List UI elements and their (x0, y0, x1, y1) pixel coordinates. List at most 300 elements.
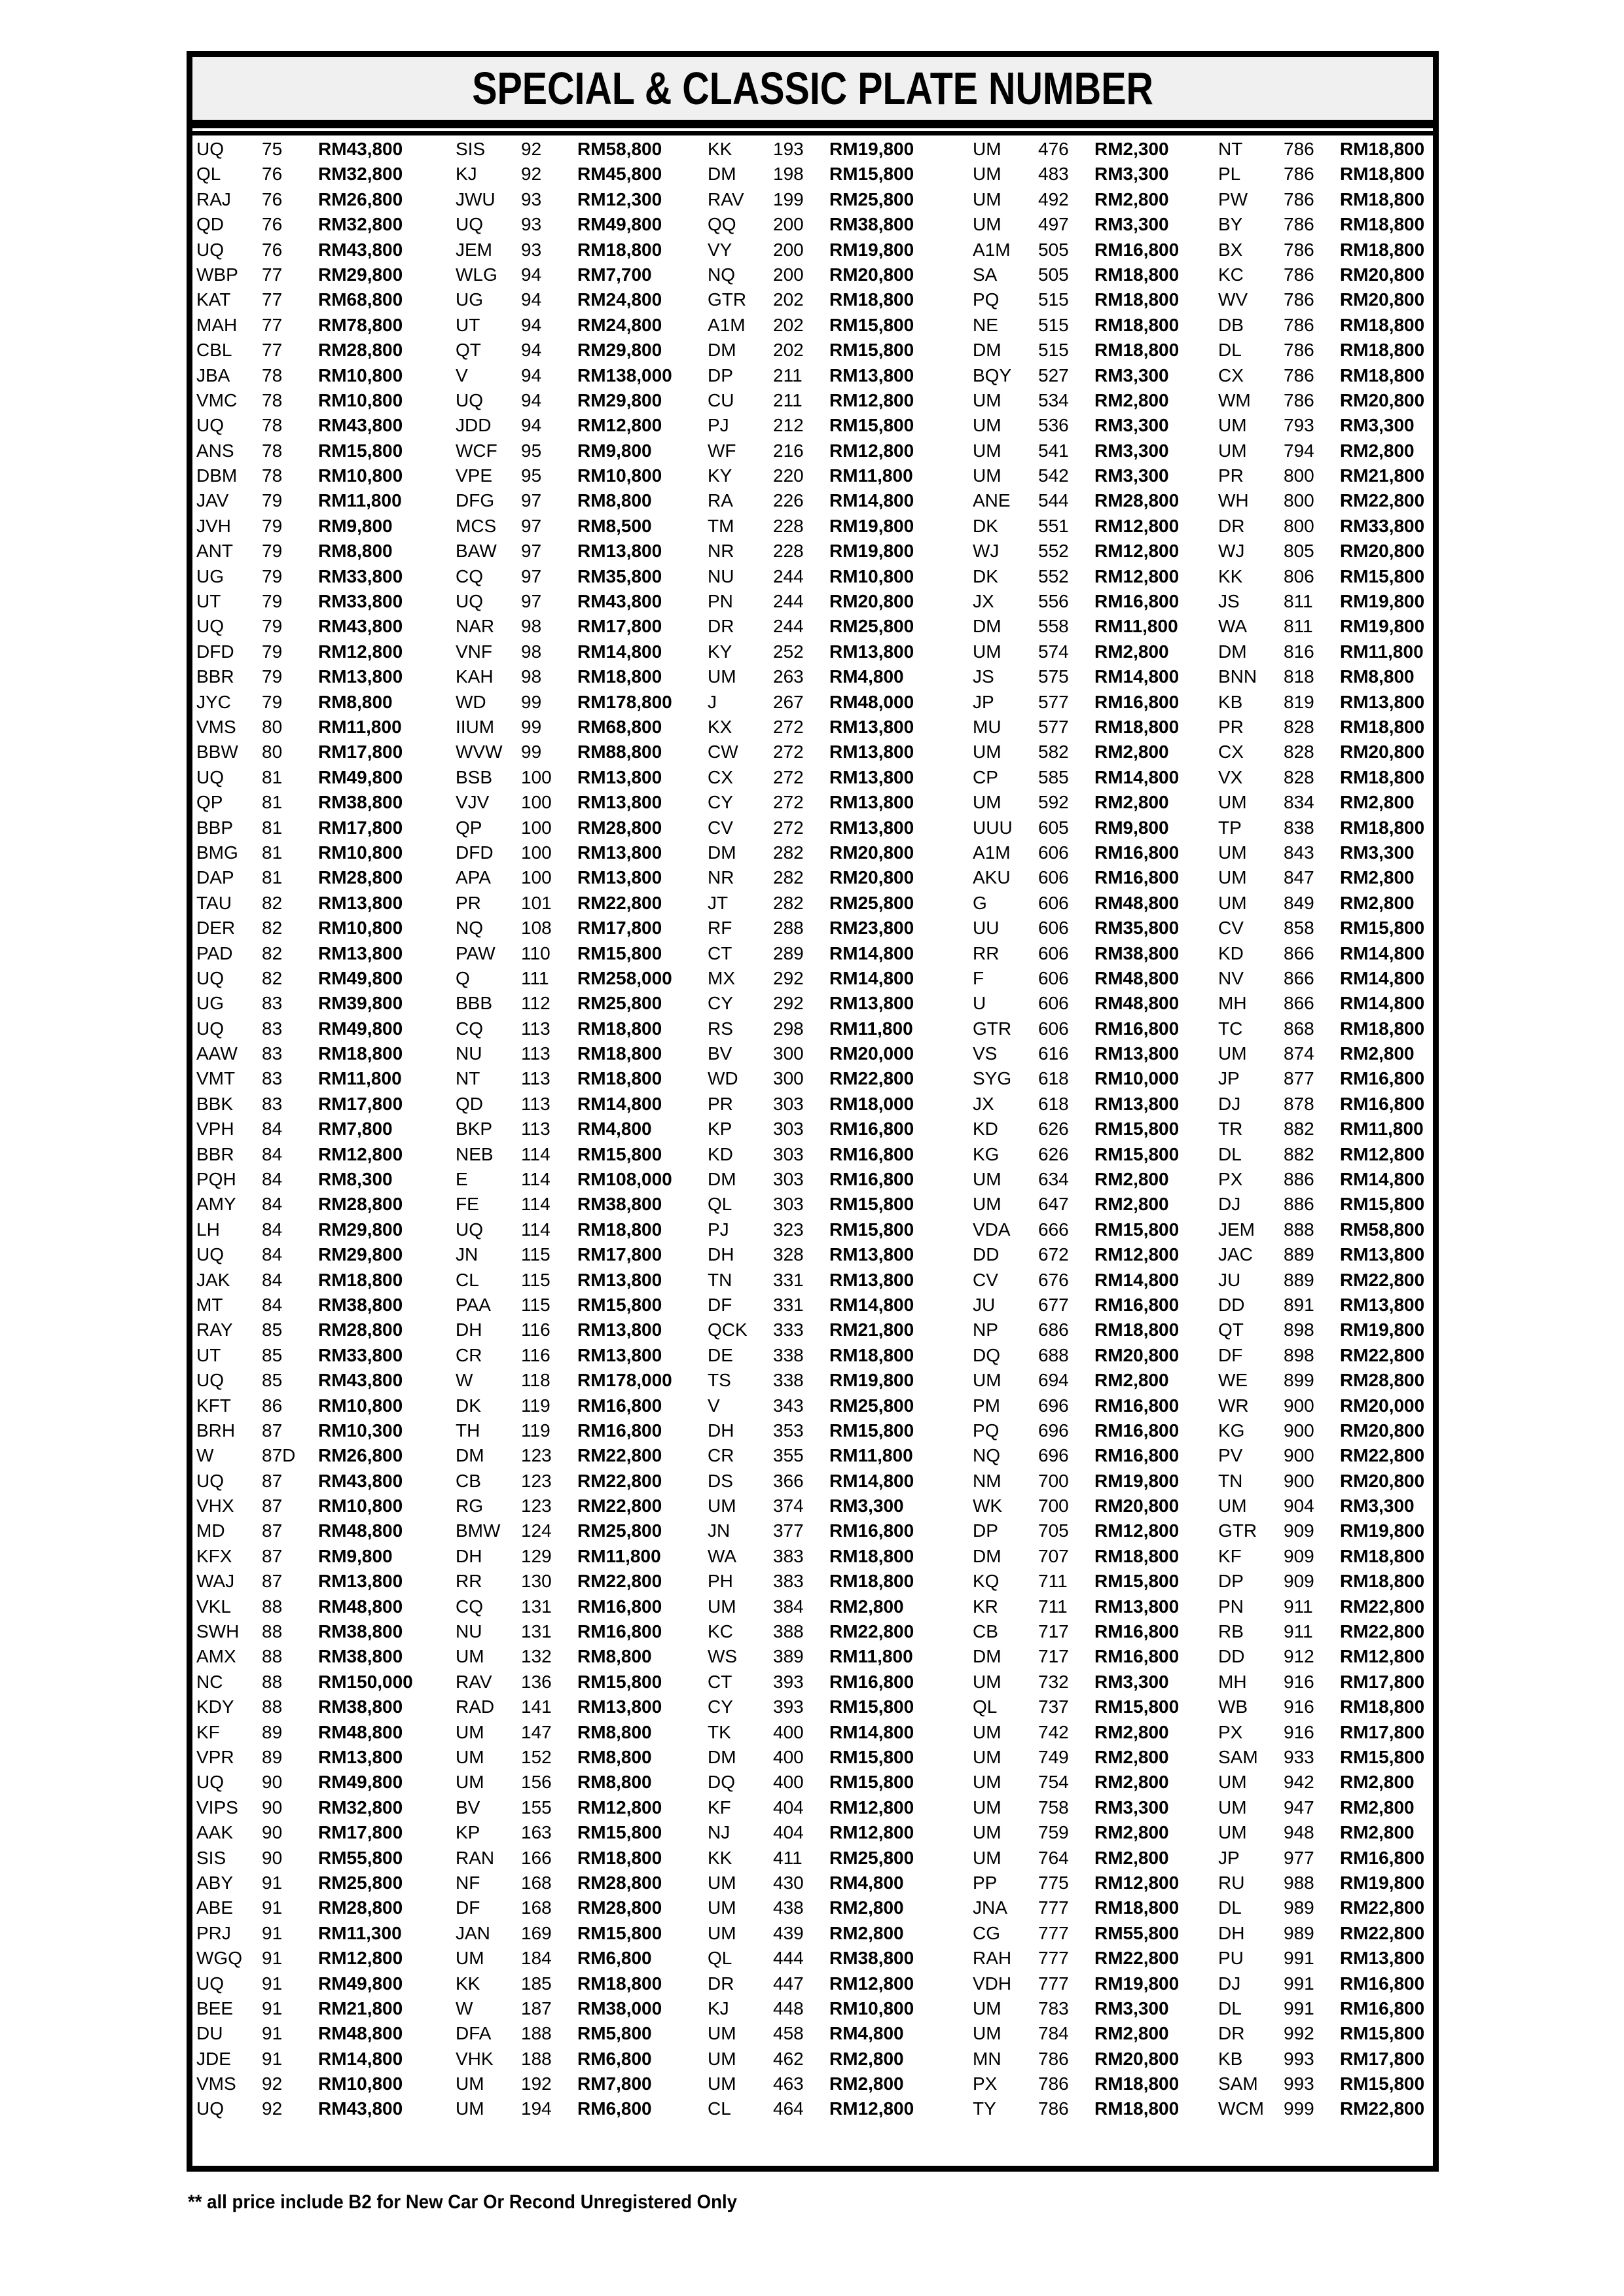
price-cell: RM12,800 (1094, 565, 1180, 586)
plate-entry (452, 1895, 704, 1920)
plate-entry (452, 1946, 704, 1971)
plate-cell: KP (708, 1119, 732, 1139)
number-cell: 700 (1038, 1470, 1069, 1491)
plate-entry (192, 2096, 452, 2121)
plate-entry (1214, 1795, 1433, 1820)
number-cell: 82 (262, 942, 283, 963)
plate-entry (969, 891, 1214, 916)
number-cell: 818 (1284, 666, 1314, 687)
number-cell: 91 (262, 1872, 283, 1893)
plate-entry (452, 463, 704, 488)
table-row (192, 1343, 1433, 1368)
number-cell: 816 (1284, 641, 1314, 662)
number-cell: 193 (773, 139, 804, 159)
plate-entry (969, 313, 1214, 338)
plate-cell: VMC (196, 389, 238, 410)
price-cell: RM14,800 (1094, 766, 1180, 787)
plate-entry (192, 790, 452, 815)
price-cell: RM12,300 (577, 188, 662, 209)
plate-entry (192, 162, 452, 187)
plate-cell: TP (1218, 817, 1242, 838)
price-cell: RM3,300 (1094, 365, 1169, 386)
plate-cell: CY (708, 792, 733, 813)
number-cell: 374 (773, 1496, 804, 1516)
price-cell: RM16,800 (1094, 1395, 1180, 1416)
number-cell: 904 (1284, 1496, 1314, 1516)
plate-cell: UM (973, 1747, 1001, 1767)
table-row (192, 1644, 1433, 1669)
table-row (192, 1217, 1433, 1242)
price-cell: RM138,000 (577, 365, 672, 386)
plate-cell: RAJ (196, 188, 231, 209)
table-row (192, 1619, 1433, 1644)
plate-cell: PH (708, 1571, 733, 1592)
number-cell: 515 (1038, 340, 1069, 361)
plate-cell: QL (708, 1948, 732, 1969)
plate-entry (969, 488, 1214, 513)
number-cell: 993 (1284, 2073, 1314, 2094)
plate-entry (1214, 1469, 1433, 1494)
price-cell: RM7,700 (577, 264, 652, 285)
price-cell: RM22,800 (1340, 1445, 1425, 1466)
plate-cell: NF (456, 1872, 480, 1893)
number-cell: 202 (773, 314, 804, 335)
plate-cell: RR (456, 1571, 482, 1592)
plate-cell: KF (196, 1721, 220, 1742)
number-cell: 211 (773, 365, 803, 386)
number-cell: 916 (1284, 1671, 1314, 1692)
price-cell: RM20,000 (1340, 1395, 1425, 1416)
number-cell: 185 (521, 1973, 552, 1994)
number-cell: 889 (1284, 1244, 1314, 1265)
plate-cell: CV (1218, 918, 1244, 939)
price-cell: RM18,800 (577, 1847, 662, 1868)
plate-cell: DP (708, 365, 733, 386)
plate-cell: RAD (456, 1696, 495, 1717)
plate-cell: UQ (196, 967, 224, 988)
number-cell: 606 (1038, 918, 1069, 939)
price-cell: RM14,800 (1340, 1169, 1425, 1190)
plate-cell: BSB (456, 766, 493, 787)
price-cell: RM38,800 (577, 1194, 662, 1215)
plate-cell: MH (1218, 1671, 1247, 1692)
table-row (192, 488, 1433, 513)
plate-entry (192, 1745, 452, 1770)
number-cell: 252 (773, 641, 804, 662)
plate-entry (452, 865, 704, 890)
number-cell: 85 (262, 1319, 283, 1340)
plate-cell: PV (1218, 1445, 1243, 1466)
price-cell: RM11,800 (318, 490, 402, 511)
price-cell: RM20,800 (1340, 264, 1425, 285)
number-cell: 303 (773, 1143, 804, 1164)
table-row (192, 865, 1433, 890)
price-cell: RM2,800 (829, 2048, 904, 2069)
price-cell: RM3,300 (1094, 415, 1169, 436)
plate-entry (452, 715, 704, 740)
plate-cell: DS (708, 1470, 733, 1491)
plate-cell: JYC (196, 691, 231, 712)
plate-entry (452, 363, 704, 388)
plate-cell: W (196, 1445, 214, 1466)
plate-cell: DH (456, 1319, 482, 1340)
number-cell: 88 (262, 1621, 283, 1642)
number-cell: 749 (1038, 1747, 1069, 1767)
plate-cell: DH (708, 1420, 734, 1441)
plate-cell: DR (1218, 2023, 1245, 2044)
plate-entry (704, 1720, 969, 1745)
plate-cell: KB (1218, 2048, 1243, 2069)
plate-entry (969, 1594, 1214, 1619)
price-cell: RM12,800 (1340, 1143, 1425, 1164)
plate-entry (969, 816, 1214, 840)
plate-entry (969, 690, 1214, 715)
plate-cell: DM (1218, 641, 1247, 662)
plate-cell: UM (973, 1847, 1001, 1868)
price-cell: RM14,800 (829, 490, 914, 511)
price-cell: RM18,800 (1340, 1545, 1425, 1566)
number-cell: 91 (262, 1998, 283, 2018)
number-cell: 272 (773, 792, 804, 813)
plate-entry (969, 1368, 1214, 1393)
plate-cell: DK (456, 1395, 481, 1416)
plate-cell: UM (1218, 1043, 1247, 1064)
table-row (192, 1142, 1433, 1167)
plate-entry (704, 865, 969, 890)
number-cell: 891 (1284, 1294, 1314, 1315)
price-cell: RM15,800 (1340, 565, 1425, 586)
price-cell: RM17,800 (577, 1244, 662, 1265)
number-cell: 272 (773, 742, 804, 762)
plate-table (192, 135, 1433, 2122)
plate-entry (1214, 187, 1433, 212)
plate-cell: DD (1218, 1646, 1245, 1667)
plate-cell: UM (973, 1998, 1001, 2018)
price-cell: RM19,800 (829, 139, 914, 159)
price-cell: RM13,800 (1094, 1093, 1180, 1114)
price-cell: RM22,800 (1340, 1269, 1425, 1290)
price-cell: RM12,800 (829, 1797, 914, 1818)
plate-cell: UM (708, 1897, 736, 1918)
number-cell: 463 (773, 2073, 804, 2094)
price-cell: RM12,800 (1094, 541, 1180, 562)
number-cell: 754 (1038, 1772, 1069, 1793)
price-cell: RM18,800 (1340, 766, 1425, 787)
table-row (192, 1167, 1433, 1192)
price-cell: RM15,800 (829, 1420, 914, 1441)
plate-cell: UM (1218, 892, 1247, 913)
price-cell: RM13,800 (577, 541, 662, 562)
plate-cell: DP (1218, 1571, 1244, 1592)
price-cell: RM22,800 (577, 1496, 662, 1516)
price-cell: RM11,800 (829, 465, 913, 486)
number-cell: 97 (521, 565, 542, 586)
plate-cell: KG (1218, 1420, 1245, 1441)
price-cell: RM15,800 (577, 1822, 662, 1843)
plate-entry (452, 1619, 704, 1644)
price-cell: RM15,800 (1094, 1571, 1180, 1592)
number-cell: 88 (262, 1596, 283, 1617)
price-cell: RM4,800 (577, 1119, 652, 1139)
price-cell: RM18,800 (829, 1571, 914, 1592)
number-cell: 198 (773, 164, 804, 185)
plate-cell: G (973, 892, 987, 913)
plate-entry (192, 991, 452, 1016)
plate-entry (704, 715, 969, 740)
price-cell: RM12,800 (318, 1948, 403, 1969)
price-cell: RM4,800 (829, 1872, 904, 1893)
plate-entry (704, 238, 969, 262)
price-cell: RM2,800 (1094, 1194, 1169, 1215)
price-cell: RM2,800 (1094, 1370, 1169, 1391)
price-cell: RM2,300 (1094, 139, 1169, 159)
plate-cell: KQ (973, 1571, 1000, 1592)
price-cell: RM18,800 (829, 1344, 914, 1365)
plate-entry (452, 287, 704, 312)
price-cell: RM18,800 (829, 1545, 914, 1566)
price-cell: RM12,800 (1340, 1646, 1425, 1667)
number-cell: 115 (521, 1294, 550, 1315)
title-band (192, 57, 1433, 120)
plate-entry (1214, 1443, 1433, 1468)
price-cell: RM3,300 (1340, 842, 1415, 863)
plate-cell: PR (708, 1093, 733, 1114)
plate-cell: TAU (196, 892, 232, 913)
price-cell: RM55,800 (1094, 1922, 1180, 1943)
number-cell: 400 (773, 1747, 804, 1767)
plate-entry (969, 614, 1214, 639)
plate-cell: DAP (196, 867, 234, 888)
price-cell: RM10,000 (1094, 1068, 1180, 1089)
number-cell: 707 (1038, 1545, 1069, 1566)
plate-entry (704, 388, 969, 413)
price-cell: RM55,800 (318, 1847, 403, 1868)
plate-cell: AAW (196, 1043, 238, 1064)
number-cell: 95 (521, 465, 542, 486)
number-cell: 574 (1038, 641, 1069, 662)
number-cell: 116 (521, 1344, 550, 1365)
price-cell: RM17,800 (318, 817, 403, 838)
plate-entry (704, 1594, 969, 1619)
number-cell: 898 (1284, 1319, 1314, 1340)
price-cell: RM49,800 (318, 967, 403, 988)
price-cell: RM18,800 (1094, 264, 1180, 285)
plate-cell: WB (1218, 1696, 1248, 1717)
plate-cell: RF (708, 918, 732, 939)
plate-cell: BX (1218, 239, 1243, 260)
plate-entry (452, 1092, 704, 1117)
number-cell: 86 (262, 1395, 283, 1416)
number-cell: 672 (1038, 1244, 1069, 1265)
price-cell: RM48,000 (829, 691, 914, 712)
plate-cell: QL (973, 1696, 998, 1717)
number-cell: 717 (1038, 1621, 1069, 1642)
plate-cell: CX (708, 766, 733, 787)
number-cell: 79 (262, 666, 283, 687)
table-row (192, 1443, 1433, 1468)
plate-cell: DM (708, 1169, 736, 1190)
price-cell: RM3,300 (1094, 214, 1169, 235)
price-cell: RM17,800 (318, 1822, 403, 1843)
price-cell: RM18,000 (829, 1093, 914, 1114)
plate-entry (452, 1142, 704, 1167)
price-cell: RM17,800 (1340, 1721, 1425, 1742)
plate-cell: UM (1218, 1772, 1247, 1793)
plate-cell: WV (1218, 289, 1248, 310)
plate-cell: CB (456, 1470, 481, 1491)
number-cell: 131 (521, 1621, 552, 1642)
number-cell: 866 (1284, 942, 1314, 963)
price-cell: RM48,800 (318, 1721, 403, 1742)
plate-cell: BBW (196, 742, 238, 762)
plate-cell: KC (1218, 264, 1244, 285)
price-cell: RM10,800 (318, 1496, 403, 1516)
number-cell: 88 (262, 1646, 283, 1667)
number-cell: 900 (1284, 1445, 1314, 1466)
table-row (192, 1895, 1433, 1920)
plate-entry (192, 238, 452, 262)
plate-cell: PQ (973, 289, 1000, 310)
price-cell: RM22,800 (1340, 1897, 1425, 1918)
table-row (192, 816, 1433, 840)
price-cell: RM38,800 (318, 1696, 403, 1717)
plate-cell: ABY (196, 1872, 234, 1893)
price-cell: RM22,800 (829, 1068, 914, 1089)
plate-cell: BNN (1218, 666, 1257, 687)
plate-cell: JEM (456, 239, 492, 260)
plate-cell: CV (973, 1269, 998, 1290)
plate-cell: MCS (456, 515, 497, 536)
plate-cell: DER (196, 918, 236, 939)
price-cell: RM25,800 (829, 1847, 914, 1868)
plate-entry (969, 1469, 1214, 1494)
number-cell: 91 (262, 1922, 283, 1943)
plate-entry (192, 1544, 452, 1569)
number-cell: 282 (773, 892, 804, 913)
price-cell: RM13,800 (577, 1319, 662, 1340)
price-cell: RM20,800 (1340, 1470, 1425, 1491)
number-cell: 759 (1038, 1822, 1069, 1843)
table-row (192, 1820, 1433, 1845)
plate-cell: BAW (456, 541, 497, 562)
plate-entry (452, 1594, 704, 1619)
plate-cell: UQ (196, 2098, 224, 2119)
plate-entry (969, 1895, 1214, 1920)
price-cell: RM13,800 (829, 641, 914, 662)
price-cell: RM18,800 (1094, 1545, 1180, 1566)
number-cell: 793 (1284, 415, 1314, 436)
number-cell: 458 (773, 2023, 804, 2044)
number-cell: 556 (1038, 591, 1069, 612)
plate-entry (704, 589, 969, 614)
plate-cell: VJV (456, 792, 490, 813)
table-row (192, 1268, 1433, 1293)
price-cell: RM15,800 (829, 1696, 914, 1717)
price-cell: RM12,800 (1094, 1520, 1180, 1541)
plate-cell: JAC (1218, 1244, 1253, 1265)
plate-entry (1214, 765, 1433, 790)
number-cell: 527 (1038, 365, 1069, 386)
number-cell: 194 (521, 2098, 552, 2119)
plate-entry (1214, 162, 1433, 187)
plate-cell: UM (456, 1772, 484, 1793)
price-cell: RM13,800 (577, 766, 662, 787)
plate-cell: CY (708, 1696, 733, 1717)
plate-entry (452, 162, 704, 187)
price-cell: RM12,800 (829, 2098, 914, 2119)
price-cell: RM68,800 (577, 716, 662, 737)
number-cell: 874 (1284, 1043, 1314, 1064)
plate-entry (192, 664, 452, 689)
plate-cell: VPR (196, 1747, 234, 1767)
price-cell: RM29,800 (577, 389, 662, 410)
table-row (192, 2096, 1433, 2121)
price-cell: RM22,800 (1340, 2098, 1425, 2119)
price-cell: RM15,800 (829, 1747, 914, 1767)
plate-entry (704, 840, 969, 865)
plate-cell: MX (708, 967, 735, 988)
plate-entry (192, 1820, 452, 1845)
plate-cell: WBP (196, 264, 238, 285)
number-cell: 878 (1284, 1093, 1314, 1114)
price-cell: RM8,800 (318, 691, 393, 712)
plate-cell: UM (1218, 792, 1247, 813)
plate-entry (969, 1770, 1214, 1795)
price-cell: RM58,800 (1340, 1219, 1425, 1240)
plate-cell: JP (973, 691, 994, 712)
plate-cell: UUU (973, 817, 1013, 838)
number-cell: 188 (521, 2048, 552, 2069)
plate-entry (1214, 1670, 1433, 1695)
price-cell: RM18,800 (1340, 1571, 1425, 1592)
plate-entry (969, 463, 1214, 488)
price-cell: RM17,800 (318, 1093, 403, 1114)
number-cell: 155 (521, 1797, 552, 1818)
plate-cell: VHX (196, 1496, 234, 1516)
number-cell: 82 (262, 892, 283, 913)
number-cell: 711 (1038, 1571, 1068, 1592)
plate-cell: DM (708, 842, 736, 863)
price-cell: RM13,800 (829, 1244, 914, 1265)
price-cell: RM15,800 (1340, 2073, 1425, 2094)
plate-entry (192, 816, 452, 840)
plate-cell: JU (1218, 1269, 1241, 1290)
number-cell: 113 (521, 1119, 550, 1139)
price-cell: RM15,800 (829, 164, 914, 185)
price-cell: RM48,800 (318, 1520, 403, 1541)
plate-entry (192, 413, 452, 438)
table-row (192, 790, 1433, 815)
price-cell: RM16,800 (1094, 239, 1180, 260)
plate-entry (969, 941, 1214, 966)
price-cell: RM2,800 (829, 1596, 904, 1617)
plate-entry (1214, 1242, 1433, 1267)
plate-entry (1214, 941, 1433, 966)
number-cell: 606 (1038, 842, 1069, 863)
plate-entry (704, 514, 969, 539)
number-cell: 300 (773, 1068, 804, 1089)
plate-entry (969, 966, 1214, 991)
price-cell: RM6,800 (577, 2098, 652, 2119)
plate-cell: UM (1218, 1822, 1247, 1843)
plate-cell: LH (196, 1219, 220, 1240)
number-cell: 916 (1284, 1721, 1314, 1742)
price-cell: RM28,800 (577, 1897, 662, 1918)
number-cell: 476 (1038, 139, 1069, 159)
price-cell: RM28,800 (318, 340, 403, 361)
number-cell: 282 (773, 842, 804, 863)
number-cell: 786 (1284, 188, 1314, 209)
